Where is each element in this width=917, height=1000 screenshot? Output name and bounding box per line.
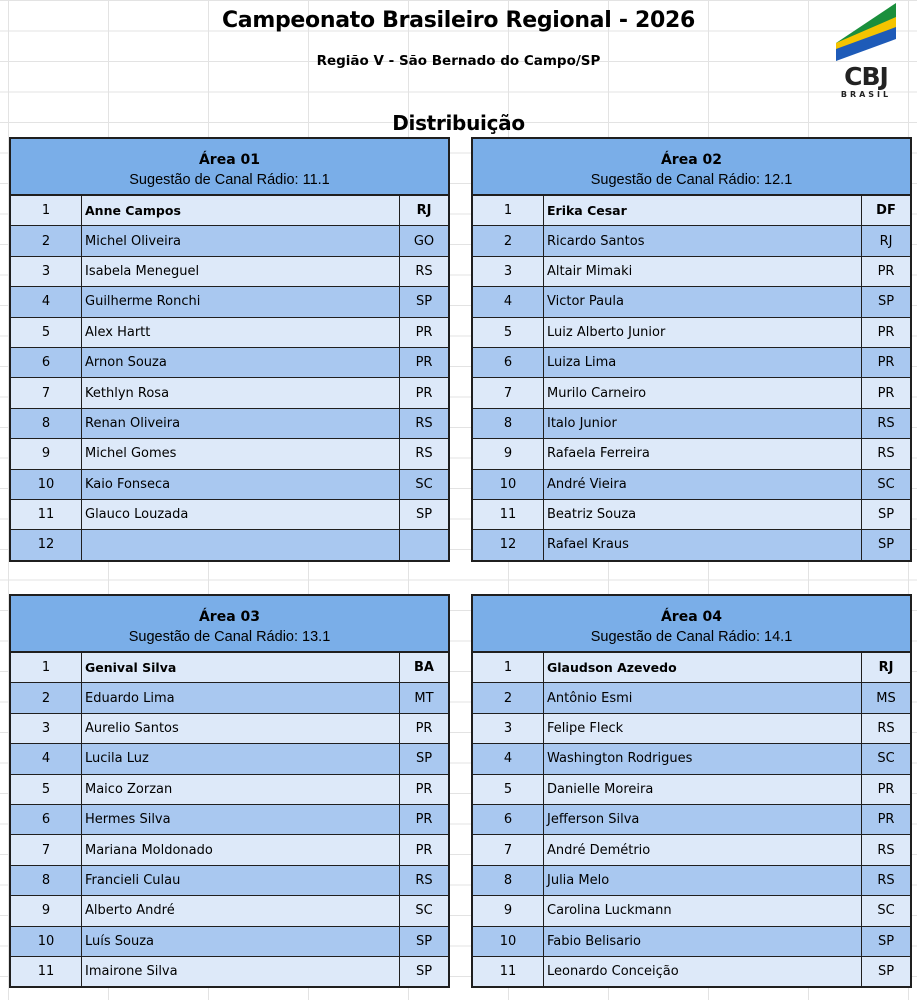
state-code: MS xyxy=(876,690,896,706)
state-code: RS xyxy=(415,446,433,462)
state-code: PR xyxy=(415,385,433,401)
person-name: Glauco Louzada xyxy=(82,500,400,529)
row-number: 2 xyxy=(11,683,82,712)
table-row xyxy=(11,682,448,712)
table-row xyxy=(11,256,448,286)
state-code xyxy=(400,530,448,559)
table-row xyxy=(473,317,910,347)
logo-subtext: BRASIL xyxy=(840,90,892,99)
area-header xyxy=(11,596,448,653)
row-number: 11 xyxy=(473,957,544,986)
area-02-table xyxy=(471,137,912,562)
person-name: Victor Paula xyxy=(544,287,862,316)
area-rows xyxy=(11,653,448,986)
state-code: SP xyxy=(877,294,895,310)
state-code: GO xyxy=(413,233,435,249)
row-number: 1 xyxy=(473,653,544,682)
table-row xyxy=(473,865,910,895)
table-row xyxy=(473,408,910,438)
state-code: PR xyxy=(877,355,895,371)
table-row xyxy=(11,469,448,499)
row-number: 9 xyxy=(11,896,82,925)
state-code: PR xyxy=(415,842,433,858)
person-name: Rafaela Ferreira xyxy=(544,439,862,468)
person-name xyxy=(82,530,400,559)
state-code: PR xyxy=(877,385,895,401)
table-row xyxy=(473,956,910,986)
area-01-table xyxy=(9,137,450,562)
person-name: Kaio Fonseca xyxy=(82,470,400,499)
section-title: Distribuição xyxy=(392,111,525,135)
area-channel: Sugestão de Canal Rádio: 14.1 xyxy=(590,629,793,645)
row-number: 4 xyxy=(473,287,544,316)
table-row xyxy=(473,713,910,743)
state-code: SP xyxy=(415,933,433,949)
state-code: RS xyxy=(415,415,433,431)
row-number: 10 xyxy=(11,470,82,499)
state-code: PR xyxy=(415,324,433,340)
row-number: 8 xyxy=(473,866,544,895)
row-number: 10 xyxy=(11,927,82,956)
state-code: RS xyxy=(877,720,895,736)
row-number: 3 xyxy=(11,714,82,743)
state-code: RJ xyxy=(416,203,432,219)
table-row xyxy=(473,196,910,225)
state-code: SP xyxy=(877,507,895,523)
area-rows xyxy=(473,196,910,560)
person-name: Altair Mimaki xyxy=(544,257,862,286)
row-number: 9 xyxy=(11,439,82,468)
area-rows xyxy=(11,196,448,560)
row-number: 7 xyxy=(11,835,82,864)
person-name: Renan Oliveira xyxy=(82,409,400,438)
table-row xyxy=(11,408,448,438)
state-code: PR xyxy=(415,355,433,371)
person-name: Kethlyn Rosa xyxy=(82,378,400,407)
person-name: Mariana Moldonado xyxy=(82,835,400,864)
table-row xyxy=(11,895,448,925)
state-code: PR xyxy=(415,720,433,736)
table-row xyxy=(11,225,448,255)
table-row xyxy=(473,834,910,864)
table-row xyxy=(11,317,448,347)
table-row xyxy=(11,529,448,559)
state-code: SC xyxy=(877,476,895,492)
state-code: MT xyxy=(414,690,434,706)
person-name: Rafael Kraus xyxy=(544,530,862,559)
table-row xyxy=(473,743,910,773)
area-03-table xyxy=(9,594,450,988)
area-name: Área 01 xyxy=(198,152,261,168)
state-code: SP xyxy=(877,933,895,949)
row-number: 3 xyxy=(473,257,544,286)
table-row xyxy=(473,774,910,804)
person-name: Isabela Meneguel xyxy=(82,257,400,286)
state-code: PR xyxy=(877,781,895,797)
state-code: SC xyxy=(415,903,433,919)
row-number: 2 xyxy=(11,226,82,255)
person-name: Ricardo Santos xyxy=(544,226,862,255)
area-channel: Sugestão de Canal Rádio: 13.1 xyxy=(128,629,331,645)
person-name: Fabio Belisario xyxy=(544,927,862,956)
person-name: Erika Cesar xyxy=(544,196,862,225)
row-number: 11 xyxy=(11,957,82,986)
person-name: Anne Campos xyxy=(82,196,400,225)
person-name: Imairone Silva xyxy=(82,957,400,986)
person-name: Luiza Lima xyxy=(544,348,862,377)
person-name: Leonardo Conceição xyxy=(544,957,862,986)
state-code: SP xyxy=(415,964,433,980)
row-number: 8 xyxy=(11,866,82,895)
row-number: 5 xyxy=(11,775,82,804)
area-header xyxy=(473,139,910,196)
area-rows xyxy=(473,653,910,986)
row-number: 7 xyxy=(473,835,544,864)
page-subtitle: Região V - São Bernado do Campo/SP xyxy=(316,53,601,69)
person-name: Lucila Luz xyxy=(82,744,400,773)
person-name: Carolina Luckmann xyxy=(544,896,862,925)
table-row xyxy=(473,926,910,956)
row-number: 8 xyxy=(11,409,82,438)
person-name: Beatriz Souza xyxy=(544,500,862,529)
row-number: 4 xyxy=(473,744,544,773)
row-number: 6 xyxy=(11,805,82,834)
state-code: SC xyxy=(877,751,895,767)
table-row xyxy=(473,499,910,529)
table-row xyxy=(473,653,910,682)
row-number: 11 xyxy=(473,500,544,529)
person-name: Glaudson Azevedo xyxy=(544,653,862,682)
state-code: SC xyxy=(415,476,433,492)
state-code: RS xyxy=(415,263,433,279)
person-name: Alberto André xyxy=(82,896,400,925)
area-04-table xyxy=(471,594,912,988)
state-code: PR xyxy=(877,324,895,340)
person-name: Arnon Souza xyxy=(82,348,400,377)
table-row xyxy=(473,225,910,255)
page-title: Campeonato Brasileiro Regional - 2026 xyxy=(221,8,696,33)
table-row xyxy=(11,804,448,834)
table-row xyxy=(473,682,910,712)
person-name: André Vieira xyxy=(544,470,862,499)
area-name: Área 02 xyxy=(660,152,723,168)
person-name: Michel Oliveira xyxy=(82,226,400,255)
table-row xyxy=(473,529,910,559)
table-row xyxy=(473,347,910,377)
row-number: 4 xyxy=(11,744,82,773)
state-code: PR xyxy=(877,812,895,828)
state-code: SP xyxy=(415,751,433,767)
row-number: 9 xyxy=(473,896,544,925)
person-name: Hermes Silva xyxy=(82,805,400,834)
state-code: RS xyxy=(877,446,895,462)
table-row xyxy=(11,438,448,468)
state-code: SP xyxy=(415,294,433,310)
area-name: Área 03 xyxy=(198,609,261,625)
table-row xyxy=(11,743,448,773)
table-row xyxy=(473,256,910,286)
person-name: André Demétrio xyxy=(544,835,862,864)
row-number: 10 xyxy=(473,470,544,499)
state-code: RS xyxy=(877,415,895,431)
person-name: Michel Gomes xyxy=(82,439,400,468)
table-row xyxy=(11,774,448,804)
state-code: SP xyxy=(877,537,895,553)
table-row xyxy=(473,895,910,925)
state-code: RS xyxy=(415,872,433,888)
table-row xyxy=(11,286,448,316)
table-row xyxy=(473,804,910,834)
person-name: Felipe Fleck xyxy=(544,714,862,743)
row-number: 1 xyxy=(473,196,544,225)
state-code: PR xyxy=(877,263,895,279)
row-number: 6 xyxy=(11,348,82,377)
row-number: 1 xyxy=(11,196,82,225)
logo-text: CBJ xyxy=(844,62,888,91)
row-number: 9 xyxy=(473,439,544,468)
table-row xyxy=(11,377,448,407)
row-number: 1 xyxy=(11,653,82,682)
table-row xyxy=(11,956,448,986)
state-code: RS xyxy=(877,842,895,858)
row-number: 5 xyxy=(11,318,82,347)
table-row xyxy=(473,377,910,407)
row-number: 7 xyxy=(11,378,82,407)
row-number: 4 xyxy=(11,287,82,316)
table-row xyxy=(11,713,448,743)
person-name: Antônio Esmi xyxy=(544,683,862,712)
person-name: Francieli Culau xyxy=(82,866,400,895)
state-code: RJ xyxy=(878,660,894,676)
area-header xyxy=(11,139,448,196)
person-name: Alex Hartt xyxy=(82,318,400,347)
row-number: 3 xyxy=(473,714,544,743)
state-code: PR xyxy=(415,781,433,797)
row-number: 2 xyxy=(473,226,544,255)
state-code: DF xyxy=(876,203,896,219)
table-row xyxy=(11,196,448,225)
state-code: SP xyxy=(415,507,433,523)
person-name: Murilo Carneiro xyxy=(544,378,862,407)
table-row xyxy=(11,499,448,529)
person-name: Guilherme Ronchi xyxy=(82,287,400,316)
person-name: Eduardo Lima xyxy=(82,683,400,712)
state-code: BA xyxy=(414,660,434,676)
table-row xyxy=(11,834,448,864)
row-number: 8 xyxy=(473,409,544,438)
person-name: Julia Melo xyxy=(544,866,862,895)
person-name: Danielle Moreira xyxy=(544,775,862,804)
table-row xyxy=(11,347,448,377)
row-number: 12 xyxy=(473,530,544,559)
area-channel: Sugestão de Canal Rádio: 11.1 xyxy=(129,172,330,188)
row-number: 5 xyxy=(473,318,544,347)
person-name: Luiz Alberto Junior xyxy=(544,318,862,347)
person-name: Italo Junior xyxy=(544,409,862,438)
row-number: 5 xyxy=(473,775,544,804)
person-name: Genival Silva xyxy=(82,653,400,682)
state-code: RS xyxy=(877,872,895,888)
row-number: 2 xyxy=(473,683,544,712)
row-number: 12 xyxy=(11,530,82,559)
state-code: SP xyxy=(877,964,895,980)
person-name: Jefferson Silva xyxy=(544,805,862,834)
area-name: Área 04 xyxy=(660,609,723,625)
state-code: PR xyxy=(415,812,433,828)
table-row xyxy=(11,865,448,895)
row-number: 11 xyxy=(11,500,82,529)
state-code: SC xyxy=(877,903,895,919)
row-number: 3 xyxy=(11,257,82,286)
table-row xyxy=(473,438,910,468)
person-name: Maico Zorzan xyxy=(82,775,400,804)
table-row xyxy=(11,653,448,682)
person-name: Aurelio Santos xyxy=(82,714,400,743)
area-header xyxy=(473,596,910,653)
area-channel: Sugestão de Canal Rádio: 12.1 xyxy=(590,172,793,188)
table-row xyxy=(473,469,910,499)
row-number: 7 xyxy=(473,378,544,407)
table-row xyxy=(11,926,448,956)
person-name: Washington Rodrigues xyxy=(544,744,862,773)
table-row xyxy=(473,286,910,316)
state-code: RJ xyxy=(879,233,893,249)
row-number: 10 xyxy=(473,927,544,956)
row-number: 6 xyxy=(473,348,544,377)
person-name: Luís Souza xyxy=(82,927,400,956)
row-number: 6 xyxy=(473,805,544,834)
